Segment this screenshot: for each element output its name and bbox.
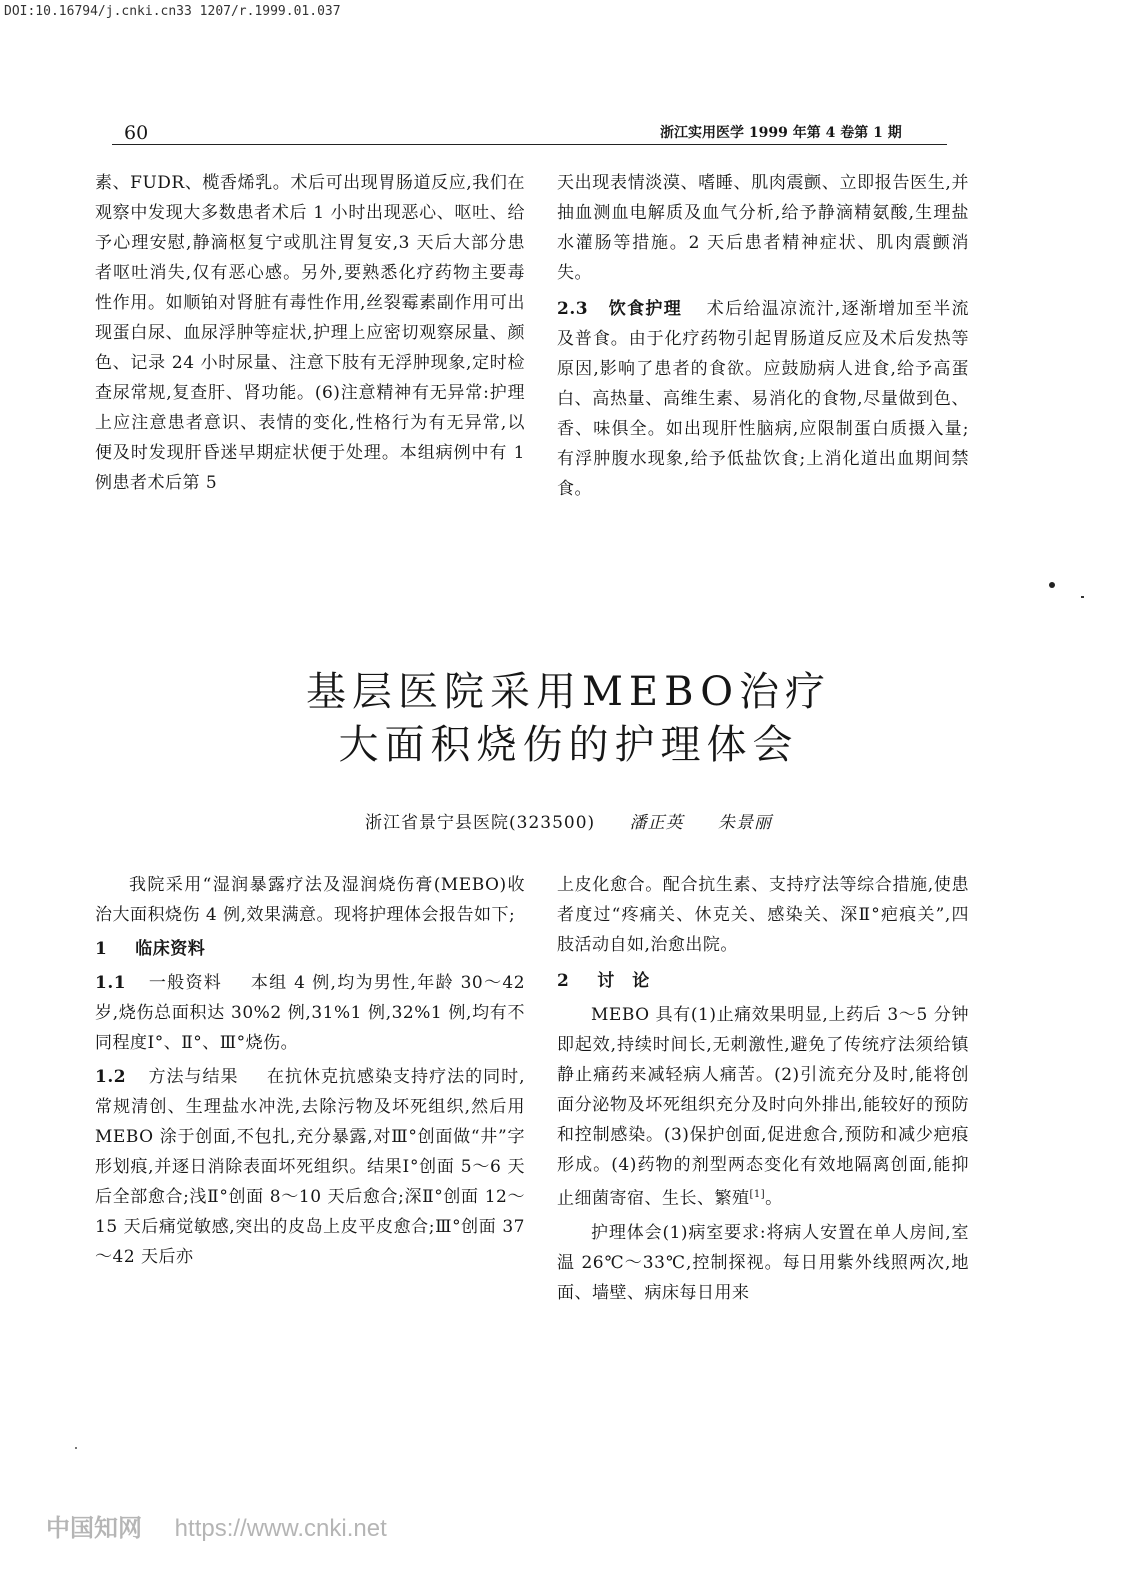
author-name: 潘正英 — [629, 813, 684, 833]
section-number: 1 — [95, 939, 108, 959]
section-2-3 — [557, 294, 969, 504]
cnki-brand: 中国知网 — [46, 1515, 142, 1542]
article-title-line1: 基层医院采用MEBO治疗 — [305, 669, 832, 715]
article-right-column — [557, 870, 969, 1308]
section-number: 1.1 — [95, 973, 127, 993]
prev-article-text: 素、FUDR、榄香烯乳。术后可出现胃肠道反应,我们在观察中发现大多数患者术后 1 小时出现恶心、呕吐、给予心理安慰,静滴枢复宁或肌注胃复安,3 天后大部分患者呕吐消失,仅有恶心感。另外,要熟悉化疗药物主要毒性作用。如顺铂对肾脏有毒性作用,丝裂霉素副作用可出现蛋白尿、血尿浮肿等症状,护理上应密切观察尿量、颜色、记录 24 小时尿量、注意下肢有无浮肿现象,定时检查尿常规,复查肝、肾功能。(6)注意精神有无异常:护理上应注意患者意识、表情的变化,性格行为有无异常,以便及时发现肝昏迷早期症状便于处理。本组病例中有 1 例患者术后第 5 — [95, 173, 525, 493]
section-heading: 方法与结果 — [148, 1067, 239, 1087]
section-1-heading — [95, 934, 525, 964]
footer-watermark — [46, 1508, 387, 1543]
cnki-url[interactable]: https://www.cnki.net — [174, 1515, 387, 1542]
citation-ref[interactable]: [1] — [749, 1189, 766, 1200]
journal-header: 浙江实用医学 1999 年第 4 卷第 1 期 — [660, 125, 902, 141]
section-number: 1.2 — [95, 1067, 127, 1087]
page-number: 60 — [124, 122, 149, 144]
intro-paragraph: 我院采用“湿润暴露疗法及湿润烧伤膏(MEBO)收治大面积烧伤 4 例,效果满意。现将护理体会报告如下; — [95, 875, 525, 925]
section-text: 术后给温凉流汁,逐渐增加至半流及普食。由于化疗药物引起胃肠道反应及术后发热等原因,影响了患者的食欲。应鼓励病人进食,给予高蛋白、高热量、高维生素、易消化的食物,尽量做到色、香、味俱全。如出现肝性脑病,应限制蛋白质摄入量;有浮肿腹水现象,给予低盐饮食;上消化道出血期间禁食。 — [557, 299, 970, 499]
section-heading: 讨 论 — [597, 971, 650, 991]
prev-article-paragraph: 天出现表情淡漠、嗜睡、肌肉震颤、立即报告医生,并抽血测血电解质及血气分析,给予静滴精氨酸,生理盐水灌肠等措施。2 天后患者精神症状、肌肉震颤消失。 — [557, 173, 969, 283]
paragraph: 上皮化愈合。配合抗生素、支持疗法等综合措施,使患者度过“疼痛关、休克关、感染关、深Ⅱ°疤痕关”,四肢活动自如,治愈出院。 — [557, 875, 969, 955]
discussion-end: 。 — [765, 1188, 783, 1209]
speck-mark — [75, 1447, 77, 1449]
section-1-1 — [95, 968, 525, 1058]
section-heading: 一般资料 — [148, 973, 223, 993]
prev-article-right-column — [557, 168, 969, 504]
header-rule — [112, 144, 947, 145]
article-left-column — [95, 870, 525, 1272]
section-number: 2 — [557, 971, 570, 991]
prev-article-left-column — [95, 168, 525, 498]
discussion-text: MEBO 具有(1)止痛效果明显,上药后 3～5 分钟即起效,持续时间长,无刺激性,避免了传统疗法须给镇静止痛药来减轻病人痛苦。(2)引流充分及时,能将创面分泌物及坏死组织充分及时向外排出,能较好的预防和控制感染。(3)保护创面,促进愈合,预防和减少疤痕形成。(4)药物的剂型两态变化有效地隔离创面,能抑止细菌寄宿、生长、繁殖 — [557, 1005, 969, 1209]
section-text: 本组 4 例,均为男性,年龄 30～42 岁,烧伤总面积达 30%2 例,31%1 例,32%1 例,均有不同程度Ⅰ°、Ⅱ°、Ⅲ°烧伤。 — [95, 973, 526, 1053]
article-title-line2: 大面积烧伤的护理体会 — [338, 722, 799, 768]
doi-label: DOI:10.16794/j.cnki.cn33 1207/r.1999.01.037 — [4, 4, 341, 19]
section-2-heading — [557, 966, 969, 996]
section-heading: 临床资料 — [135, 939, 206, 959]
affiliation: 浙江省景宁县医院(323500) — [365, 813, 596, 833]
section-text: 在抗休克抗感染支持疗法的同时,常规清创、生理盐水冲洗,去除污物及坏死组织,然后用 MEBO 涂于创面,不包扎,充分暴露,对Ⅲ°创面做“井”字形划痕,并逐日消除表面坏死组织。结果Ⅰ°创面 5～6 天后全部愈合;浅Ⅱ°创面 8～10 天后愈合;深Ⅱ°创面 12～15 天后痛觉敏感,突出的皮岛上皮平皮愈合;Ⅲ°创面 37～42 天后亦 — [95, 1067, 526, 1267]
author-name: 朱景丽 — [717, 813, 772, 833]
authors-line — [0, 808, 1137, 833]
care-paragraph: 护理体会(1)病室要求:将病人安置在单人房间,室温 26℃～33℃,控制探视。每日用紫外线照两次,地面、墙壁、病床每日用来 — [557, 1222, 969, 1303]
section-number: 2.3 — [557, 299, 589, 319]
section-1-2 — [95, 1062, 525, 1272]
discussion-paragraph — [557, 1000, 969, 1214]
section-heading: 饮食护理 — [608, 299, 683, 319]
speck-mark — [1081, 596, 1084, 598]
speck-mark — [1049, 582, 1055, 588]
